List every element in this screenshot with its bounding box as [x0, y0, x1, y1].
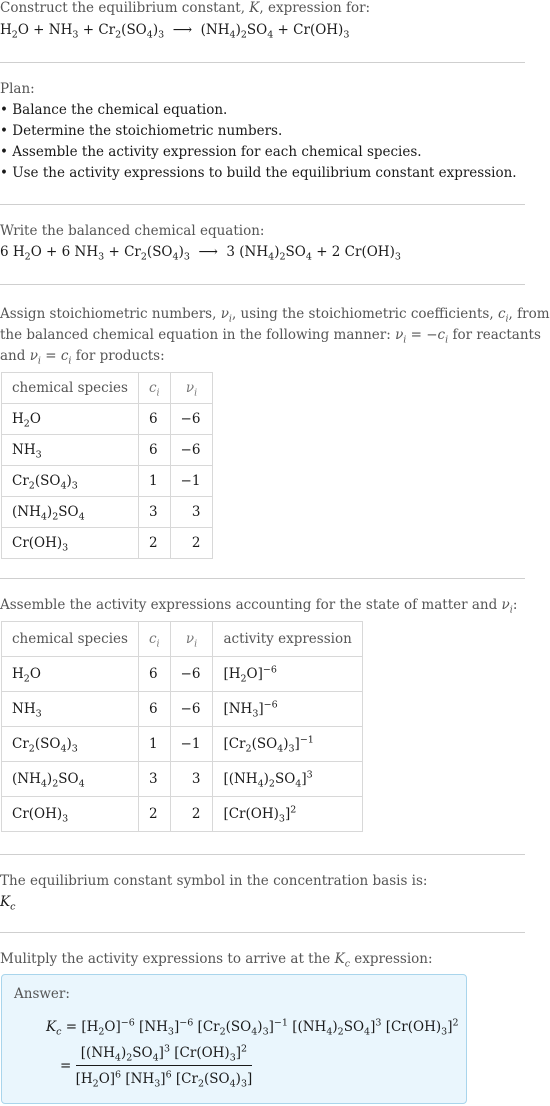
stoich-text: Assign stoichiometric numbers, $\nu_i$, using the stoichiometric coefficients, $c_i$, from	[0, 306, 550, 325]
nu-cell: −6	[170, 692, 213, 727]
nu-cell: −6	[170, 435, 213, 466]
header-species: chemical species	[2, 622, 139, 657]
plan-title: Plan:	[0, 81, 35, 97]
nu-cell: 3	[170, 762, 213, 797]
table-row	[2, 797, 363, 832]
c-cell: 3	[138, 497, 170, 528]
balanced-equation: 6 $H_2O + 6$ $NH_3 + Cr_2(SO_4)_3$ ⟶ 3 $(NH_4)_2SO_4 + 2$ $Cr(OH)_3$	[0, 244, 401, 263]
answer-numerator: $[(NH_4)_2SO_4]^3$ $[Cr(OH)_3]^2$	[76, 1043, 253, 1066]
nu-cell: 2	[170, 797, 213, 832]
answer-label: Answer:	[14, 986, 70, 1002]
species-cell: $Cr_2(SO_4)_3$	[2, 466, 139, 497]
answer-line1: $K_c = [H_2O]^{-6}$ $[NH_3]^{-6}$ $[Cr_2(SO_4)_3]^{-1}$ $[(NH_4)_2SO_4]^3$ $[Cr(OH)_3]^2$	[46, 1017, 459, 1038]
species-cell: $Cr(OH)_3$	[2, 528, 139, 559]
symbol-text: The equilibrium constant symbol in the concentration basis is:	[0, 873, 428, 889]
species-cell: $NH_3$	[2, 435, 139, 466]
divider	[0, 204, 525, 205]
nu-cell: −6	[170, 657, 213, 692]
c-cell: 1	[138, 466, 170, 497]
species-cell: $Cr(OH)_3$	[2, 797, 139, 832]
divider	[0, 62, 525, 63]
table-row	[2, 528, 213, 559]
answer-box	[1, 974, 467, 1104]
activity-cell: $[(NH_4)_2SO_4]^3$	[213, 762, 362, 797]
species-cell: $NH_3$	[2, 692, 139, 727]
table-row	[2, 435, 213, 466]
table-row	[2, 466, 213, 497]
nu-cell: −6	[170, 404, 213, 435]
header-c: $c_i$	[138, 622, 170, 657]
nu-cell: −1	[170, 466, 213, 497]
activity-cell: $[NH_3]^{-6}$	[213, 692, 362, 727]
species-cell: $Cr_2(SO_4)_3$	[2, 727, 139, 762]
c-cell: 2	[138, 528, 170, 559]
plan-item: • Balance the chemical equation.	[0, 102, 228, 118]
activity-table	[1, 621, 363, 832]
plan-item: • Determine the stoichiometric numbers.	[0, 123, 283, 139]
activity-text: Assemble the activity expressions accounting for the state of matter and $\nu_i$:	[0, 597, 518, 616]
c-cell: 6	[138, 404, 170, 435]
table-row	[2, 692, 363, 727]
c-cell: 6	[138, 657, 170, 692]
table-header-row	[2, 622, 363, 657]
header-activity: activity expression	[213, 622, 362, 657]
table-row	[2, 727, 363, 762]
answer-fraction	[76, 1043, 253, 1089]
stoich-text: the balanced chemical equation in the following manner: $\nu_i = -c_i$ for reactants	[0, 327, 541, 346]
c-cell: 6	[138, 692, 170, 727]
species-cell: $(NH_4)_2SO_4$	[2, 497, 139, 528]
divider	[0, 854, 525, 855]
answer-denominator: $[H_2O]^6$ $[NH_3]^6$ $[Cr_2(SO_4)_3]$	[75, 1069, 253, 1090]
stoich-text: and $\nu_i = c_i$ for products:	[0, 348, 165, 367]
divider	[0, 932, 525, 933]
species-cell: $(NH_4)_2SO_4$	[2, 762, 139, 797]
table-row	[2, 657, 363, 692]
table-row	[2, 404, 213, 435]
multiply-text: Mulitply the activity expressions to arrive at the $K_c$ expression:	[0, 951, 433, 970]
answer-fraction-line: = $\frac{[(NH_4)_2SO_4]^3 [Cr(OH)_3]^2}{[H_2O]^6 [NH_3]^6 [Cr_2(SO_4)_3]}$	[60, 1043, 253, 1090]
header-c: $c_i$	[138, 373, 170, 404]
nu-cell: 2	[170, 528, 213, 559]
header-nu: $\nu_i$	[170, 373, 213, 404]
intro-text: Construct the equilibrium constant, K, expression for:	[0, 0, 371, 16]
intro-reaction: $H_2O + NH_3 + Cr_2(SO_4)_3$ ⟶ $(NH_4)_2SO_4 + Cr(OH)_3$	[0, 22, 350, 41]
stoich-table	[1, 372, 213, 559]
activity-cell: $[Cr_2(SO_4)_3]^{-1}$	[213, 727, 362, 762]
nu-cell: −1	[170, 727, 213, 762]
plan-item: • Use the activity expressions to build the equilibrium constant expression.	[0, 165, 517, 181]
species-cell: $H_2O$	[2, 404, 139, 435]
species-cell: $H_2O$	[2, 657, 139, 692]
divider	[0, 284, 525, 285]
symbol-value: $K_c$	[0, 894, 16, 913]
c-cell: 2	[138, 797, 170, 832]
header-species: chemical species	[2, 373, 139, 404]
activity-cell: $[Cr(OH)_3]^2$	[213, 797, 362, 832]
balanced-title: Write the balanced chemical equation:	[0, 223, 265, 239]
plan-item: • Assemble the activity expression for each chemical species.	[0, 144, 422, 160]
c-cell: 6	[138, 435, 170, 466]
table-header-row	[2, 373, 213, 404]
header-nu: $\nu_i$	[170, 622, 213, 657]
activity-cell: $[H_2O]^{-6}$	[213, 657, 362, 692]
table-row	[2, 497, 213, 528]
divider	[0, 578, 525, 579]
table-row	[2, 762, 363, 797]
c-cell: 3	[138, 762, 170, 797]
c-cell: 1	[138, 727, 170, 762]
nu-cell: 3	[170, 497, 213, 528]
